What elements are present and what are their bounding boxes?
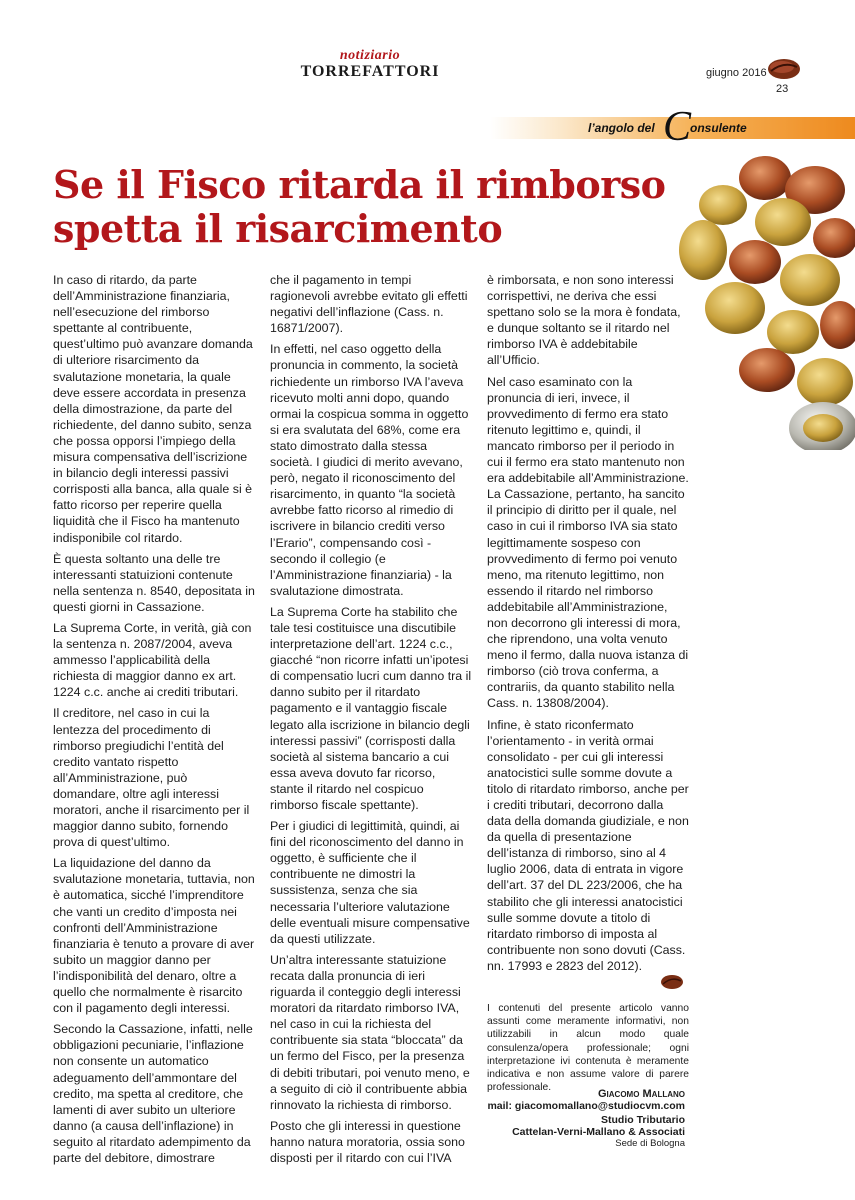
coffee-bean-icon [766, 57, 802, 81]
paragraph: La Suprema Corte ha stabilito che tale tesi costituisce una discutibile interpretazione dell’art. 1224 c.c., giacché “non ricorre infatti un’ipotesi di compensatio lucri cum danno tra il danno subito per il ritardato pagamento e il vantaggio fiscale legato alla iscrizione in bilancio degli interessi passivi” (corrisposti dalla società al sistema bancario a cui essa aveva dovuto far ricorso, stante il ritardo nel cospicuo rimborso fiscale spettante). [270, 604, 472, 812]
disclaimer: I contenuti del presente articolo vanno assunti come meramente informativi, non utilizzabili in alcun modo quale consulenza/opera professionale; ogni interpretazione ivi contenuta è meramente indicativa e non assume valore di parere professionale. [487, 1003, 689, 1094]
paragraph: Nel caso esaminato con la pronuncia di ieri, invece, il provvedimento di fermo era stato ritenuto legittimo e, quindi, il mancato rimborso per il periodo in cui il fermo era stato mantenuto non era addebitabile all’Amministrazione. La Cassazione, pertanto, ha sancito il principio di diritto per il quale, nel caso in cui il rimborso IVA sia stato legittimamente sospeso con provvedimento di fermo poi venuto meno, ma ritenuto legittimo, non essendo il ritardo nel rimborso addebitabile all’Amministrazione, non decorrono gli interessi di mora, che riprendono, una volta venuto meno il fermo, dalla nuova istanza di rimborso (ciò trova conferma, a contrariis, da quanto stabilito nella Cass. n. 13808/2004). [487, 374, 689, 711]
page-number: 23 [776, 83, 789, 95]
issue-date: giugno 2016 [706, 67, 767, 79]
paragraph: La Suprema Corte, in verità, già con la sentenza n. 2087/2004, aveva ammesso l’applicabilità della richiesta di maggior danno ex art. 1224 c.c. anche ai crediti tributari. [53, 620, 252, 700]
paragraph: La liquidazione del danno da svalutazione monetaria, tuttavia, non è automatica, sicché l’imprenditore che vanti un credito d’imposta nei confronti dell’Amministrazione finanziaria è tenuto a provare di aver subito un maggior danno per l’indisponibilità del denaro, oltre a quello che normalmente è risarcito con il pagamento degli interessi. [53, 856, 255, 1016]
section-label: l’angolo del [588, 121, 655, 135]
end-mark-coffee-bean-icon [660, 974, 684, 990]
article-column-3 [487, 272, 689, 979]
article-title: Se il Fisco ritarda il rimborso spetta il risarcimento [53, 162, 666, 251]
paragraph: Il creditore, nel caso in cui la lentezza del procedimento di rimborso pregiudichi l’entità del credito vantato rispetto all’Amministrazione, può domandare, oltre agli interessi moratori, anche il risarcimento per il maggior danno subito, fornendo prova di quest’ultimo. [53, 706, 250, 850]
paragraph: Secondo la Cassazione, infatti, nelle obbligazioni pecuniarie, l’inflazione non consente un automatico adeguamento dell’ammontare del credito, ma spetta al creditore, che lamenti di aver subito un ulteriore danno (a causa dell’inflazione) in seguito al ritardato adempimento da parte del debitore, dimostrare [53, 1022, 253, 1165]
paragraph: è rimborsata, e non sono interessi corrispettivi, ne deriva che essi spettano solo se la mora è fondata, e dunque soltanto se il ritardo nel rimborso IVA è addebitabile all’Ufficio. [487, 273, 681, 368]
author-studio: Studio Tributario [601, 1114, 685, 1126]
author-block [460, 1088, 685, 1150]
paragraph: che il pagamento in tempi ragionevoli avrebbe evitato gli effetti negativi dell’inflazione (Cass. n. 16871/2007). [270, 273, 468, 336]
author-firm: Cattelan-Verni-Mallano & Associati [512, 1126, 685, 1138]
masthead-top: notiziario [339, 48, 401, 63]
author-email: mail: giacomomallano@studiocvm.com [487, 1100, 685, 1112]
paragraph: In effetti, nel caso oggetto della pronuncia in commento, la società richiedente un rimborso IVA l’aveva ricevuto molti anni dopo, quando ormai la cospicua somma in oggetto si era svalutata del 68%, come era stato dimostrato dalla stessa società. I giudici di merito avevano, però, negato il riconoscimento del risarcimento, in quanto “la società avrebbe fatto ricorso al rimedio di iscrivere in bilancio crediti verso l’Erario”, compensando così - secondo il collegio (e l’Amministrazione finanziaria) - la svalutazione dimostrata. [270, 342, 469, 598]
article-column-2 [270, 272, 472, 1171]
coins-image [675, 150, 855, 450]
paragraph: Posto che gli interessi in questione hanno natura moratoria, ossia sono disposti per il ritardo con cui l’IVA [270, 1118, 465, 1165]
paragraph: Per i giudici di legittimità, quindi, ai fini del riconoscimento del danno in oggetto, è sufficiente che il contribuente ne dimostri la sussistenza, senza che sia necessaria l’ulteriore valutazione delle eventuali misure compensative da questi utilizzate. [270, 819, 470, 946]
article-column-1 [53, 272, 255, 1171]
paragraph: Un’altra interessante statuizione recata dalla pronuncia di ieri riguarda il conteggio degli interessi moratori da ritardato rimborso IVA, nel caso in cui la richiesta del contribuente sia stata “bloccata” da un fermo del Fisco, per la presenza di debiti tributari, poi venuto meno, e a seguito di ciò il contribuente abbia rinnovato la richiesta di rimborso. [270, 952, 470, 1112]
section-initial: C [663, 104, 692, 150]
paragraph: È questa soltanto una delle tre interessanti statuizioni contenute nella sentenza n. 8540, depositata in questi giorni in Cassazione. [53, 551, 255, 614]
paragraph: In caso di ritardo, da parte dell’Amministrazione finanziaria, nell’esecuzione del rimborso spettante al contribuente, quest’ultimo può avanzare domanda di ulteriore risarcimento da svalutazione monetaria, la quale deve essere accordata in presenza della dimostrazione, da parte del richiedente, del danno subito, senza che possa opporsi l’impiego della misura compensativa dell’iscrizione in bilancio degli interessi passivi corrisposti alla banca, alla quale si è fatto ricorso per reperire quella liquidità che il Fisco ha mantenuto indisponibile col ritardo. [53, 273, 253, 545]
paragraph: Infine, è stato riconfermato l’orientamento - in verità ormai consolidato - per cui gli interessi anatocistici sulle somme dovute a titolo di ritardato rimborso, anche per i crediti tributari, decorrono dalla data della domanda giudiziale, e non da quella di presentazione dell’istanza di rimborso, sino al 4 luglio 2006, data di entrata in vigore dell’art. 37 del DL 223/2006, che ha stabilito che gli interessi anatocistici sulle somme dovute a titolo di ritardato rimborso di imposta al contribuente non sono dovuti (Cass. nn. 17993 e 2823 del 2012). [487, 717, 689, 973]
masthead-title: TORREFATTORI [300, 63, 440, 80]
masthead [300, 49, 440, 80]
section-label-rest: onsulente [690, 121, 747, 135]
author-name: Giacomo Mallano [598, 1088, 685, 1100]
author-office: Sede di Bologna [615, 1138, 685, 1149]
